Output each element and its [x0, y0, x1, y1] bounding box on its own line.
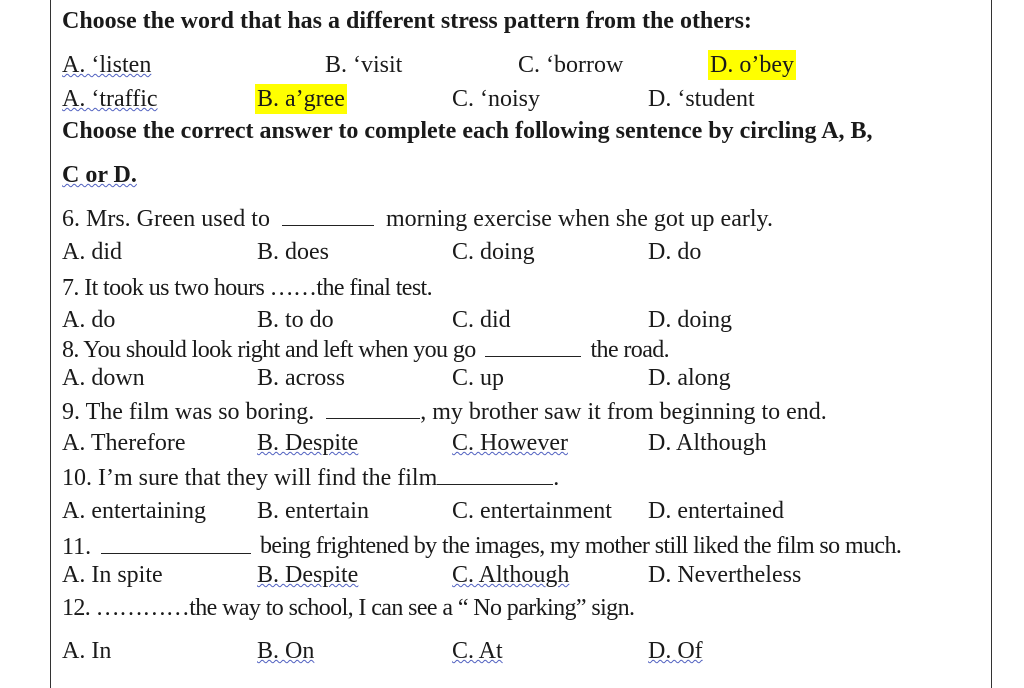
q6-stem [62, 203, 773, 234]
q11-option-d: D. Nevertheless [648, 562, 802, 588]
q7-option-d: D. doing [648, 307, 732, 333]
q8-option-c: C. up [452, 365, 505, 391]
q8-blank [485, 334, 581, 357]
q11-stem-start: 11. [62, 534, 92, 560]
q10-option-c: C. entertainment [452, 498, 612, 524]
q4-option-d-highlighted: D. o’bey [710, 52, 794, 78]
q6-option-c: C. doing [452, 239, 535, 265]
q10-stem [62, 462, 559, 493]
q11-option-c: C. Although [452, 562, 570, 588]
q6-option-d: D. do [648, 239, 702, 265]
q6-stem-end: morning exercise when she got up early. [385, 206, 773, 232]
q6-stem-start: 6. Mrs. Green used to [62, 206, 270, 232]
q5-option-d: D. ‘student [648, 86, 755, 112]
q11-option-a: A. In spite [62, 562, 163, 588]
q11-stem [62, 531, 255, 562]
section-heading-sentences-line2: C or D. [62, 162, 137, 188]
q7-stem: 7. It took us two hours ……the final test. [62, 275, 433, 301]
q11-option-b: B. Despite [257, 562, 359, 588]
q6-option-a: A. did [62, 239, 122, 265]
q7-option-b: B. to do [257, 307, 334, 333]
page-right-border [991, 0, 992, 688]
q11-blank [101, 531, 251, 554]
q12-option-d: D. Of [648, 638, 703, 664]
q10-option-a: A. entertaining [62, 498, 206, 524]
q9-stem-start: 9. The film was so boring. [62, 399, 315, 425]
q4-option-a: A. ‘listen [62, 52, 152, 78]
q8-option-a: A. down [62, 365, 145, 391]
q6-blank [282, 203, 374, 226]
section-heading-sentences: Choose the correct answer to complete each following sentence by circling A, B, [62, 118, 873, 144]
q10-stem-end: . [553, 465, 560, 491]
q12-option-b: B. On [257, 638, 315, 664]
q8-stem-end: the road. [590, 337, 670, 363]
q7-option-c: C. did [452, 307, 511, 333]
q10-option-b: B. entertain [257, 498, 369, 524]
q8-stem [62, 334, 669, 365]
q8-option-b: B. across [257, 365, 345, 391]
q10-option-d: D. entertained [648, 498, 784, 524]
q9-option-a: A. Therefore [62, 430, 186, 456]
q4-option-c: C. ‘borrow [518, 52, 624, 78]
q10-blank [437, 462, 553, 485]
q4-option-b: B. ‘visit [325, 52, 403, 78]
q9-option-c: C. However [452, 430, 568, 456]
q9-blank [326, 396, 420, 419]
q9-option-b: B. Despite [257, 430, 359, 456]
q7-option-a: A. do [62, 307, 116, 333]
section-heading-stress: Choose the word that has a different stress pattern from the others: [62, 8, 752, 34]
q10-stem-start: 10. I’m sure that they will find the film [62, 465, 438, 491]
q6-option-b: B. does [257, 239, 329, 265]
q11-stem-end: being frightened by the images, my mother still liked the film so much. [260, 533, 902, 559]
q12-option-c: C. At [452, 638, 503, 664]
q5-option-a: A. ‘traffic [62, 86, 158, 112]
q8-option-d: D. along [648, 365, 731, 391]
q9-stem [62, 396, 827, 427]
q5-option-c: C. ‘noisy [452, 86, 541, 112]
q5-option-b-highlighted: B. a’gree [257, 86, 345, 112]
q8-stem-start: 8. You should look right and left when you go [62, 337, 476, 363]
q12-option-a: A. In [62, 638, 112, 664]
q9-stem-end: , my brother saw it from beginning to end. [420, 399, 827, 425]
q9-option-d: D. Although [648, 430, 767, 456]
q12-stem: 12. …………the way to school, I can see a “ No parking” sign. [62, 595, 635, 621]
page-left-border [50, 0, 51, 688]
